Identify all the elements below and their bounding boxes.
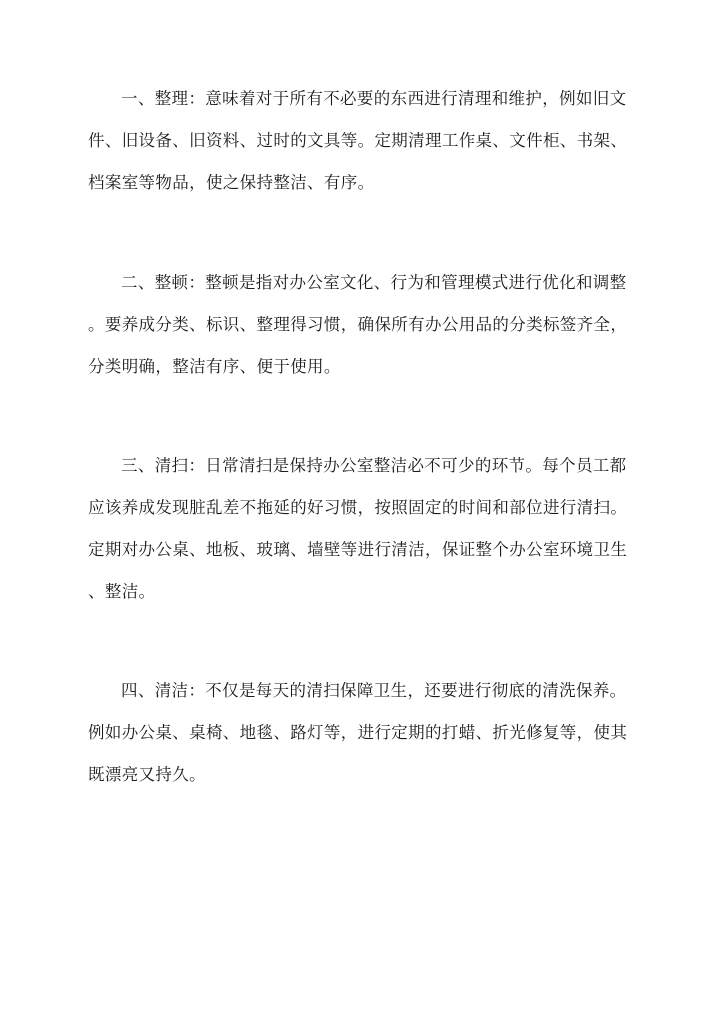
paragraph-line: 应该养成发现脏乱差不拖延的好习惯，按照固定的时间和部位进行清扫。 (88, 498, 628, 517)
paragraph-cleaning (88, 670, 633, 796)
paragraph-line: 三、清扫：日常清扫是保持办公室整洁必不可少的环节。每个员工都 (121, 456, 627, 475)
paragraph-sorting (88, 78, 633, 204)
paragraph-line: 件、旧设备、旧资料、过时的文具等。定期清理工作桌、文件柜、书架、 (88, 131, 628, 150)
paragraph-line: 定期对办公桌、地板、玻璃、墙壁等进行清洁，保证整个办公室环境卫生 (88, 540, 628, 559)
paragraph-line: 例如办公桌、桌椅、地毯、路灯等，进行定期的打蜡、折光修复等，使其 (88, 723, 628, 742)
paragraph-line: 档案室等物品，使之保持整洁、有序。 (88, 173, 375, 192)
paragraph-line: 四、清洁：不仅是每天的清扫保障卫生，还要进行彻底的清洗保养。 (121, 681, 627, 700)
paragraph-line: 既漂亮又持久。 (88, 765, 206, 784)
paragraph-sweeping (88, 445, 633, 613)
paragraph-line: 一、整理：意味着对于所有不必要的东西进行清理和维护，例如旧文 (121, 89, 627, 108)
paragraph-arranging (88, 262, 633, 388)
paragraph-line: 分类明确，整洁有序、便于使用。 (88, 357, 341, 376)
paragraph-line: 、整洁。 (88, 582, 156, 601)
paragraph-line: 。要养成分类、标识、整理得习惯，确保所有办公用品的分类标签齐全， (88, 315, 628, 334)
paragraph-line: 二、整顿：整顿是指对办公室文化、行为和管理模式进行优化和调整 (121, 273, 627, 292)
